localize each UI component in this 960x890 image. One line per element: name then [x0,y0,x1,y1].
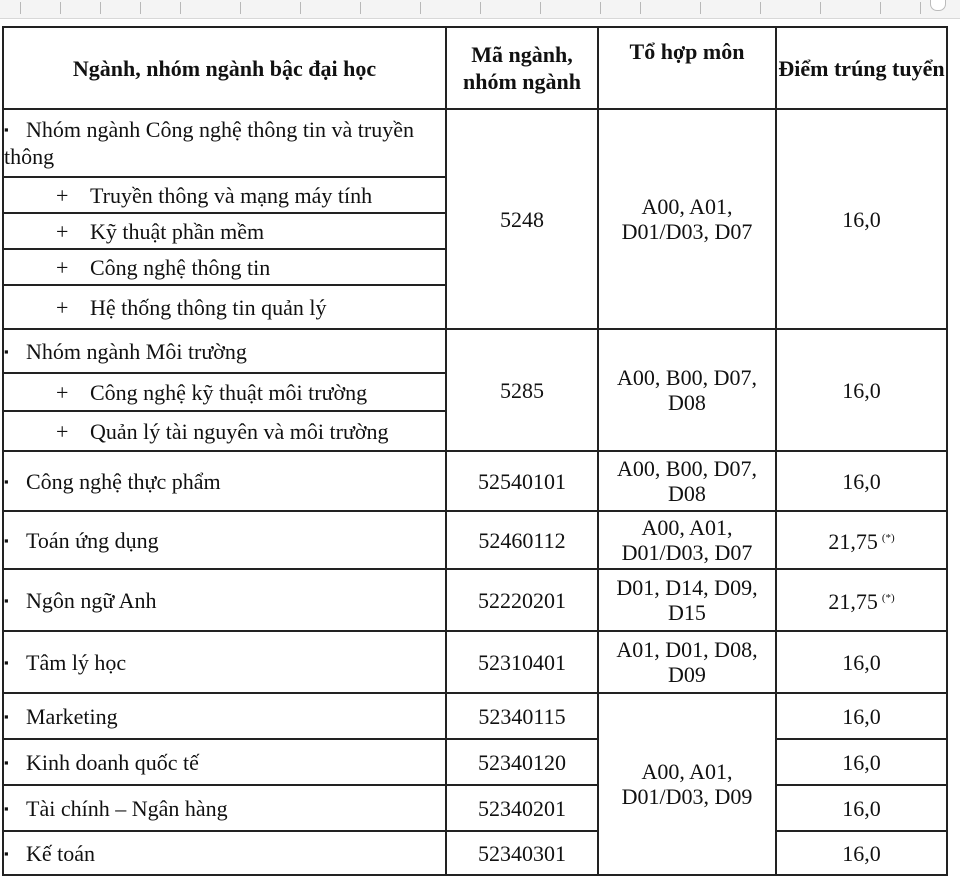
bullet-icon: ▪ [4,845,9,861]
sub-major [3,373,446,411]
major-name: Tài chính – Ngân hàng [26,795,228,821]
group-combo: A00, A01, D01/D03, D07 [598,109,776,329]
sub-major [3,213,446,249]
group-code: 5285 [446,329,598,451]
major-name: Toán ứng dụng [26,527,159,553]
major-code: 52340301 [446,831,598,875]
sub-major [3,411,446,451]
sub-major [3,285,446,329]
sub-major-label: Công nghệ kỹ thuật môi trường [90,379,368,405]
group-score: 16,0 [776,329,947,451]
major-name-cell [3,451,446,511]
header-code: Mã ngành, nhóm ngành [446,27,598,109]
group-name: Nhóm ngành Môi trường [26,338,247,364]
bullet-icon: ▪ [4,800,9,816]
major-code: 52340115 [446,693,598,739]
major-combo: A00, B00, D07, D08 [598,451,776,511]
bullet-icon: ▪ [4,708,9,724]
major-name: Marketing [26,703,118,729]
bullet-icon: ▪ [4,754,9,770]
header-combo: Tổ hợp môn [598,27,776,109]
shared-combo: A00, A01, D01/D03, D09 [598,693,776,875]
bullet-icon: ▪ [4,532,9,548]
admission-score-table [2,26,948,876]
major-name-cell [3,693,446,739]
major-code: 52460112 [446,511,598,569]
plus-icon: + [56,418,69,444]
major-name-cell [3,739,446,785]
table-row [3,511,947,569]
major-score: 16,0 [776,739,947,785]
table-row [3,693,947,739]
major-name: Công nghệ thực phẩm [26,468,221,494]
table-row [3,569,947,631]
major-name: Kế toán [26,840,96,866]
bullet-icon: ▪ [4,473,9,489]
bullet-icon: ▪ [4,654,9,670]
major-code: 52220201 [446,569,598,631]
major-score: 16,0 [776,451,947,511]
group-code: 5248 [446,109,598,329]
major-score-cell [776,569,947,631]
major-code: 52540101 [446,451,598,511]
table-row [3,329,947,373]
sub-major [3,177,446,213]
table-header-row [3,27,947,109]
plus-icon: + [56,218,69,244]
major-name-cell [3,511,446,569]
major-combo: D01, D14, D09, D15 [598,569,776,631]
table-row [3,831,947,875]
table-row [3,785,947,831]
group-name-cell [3,109,446,177]
table-row [3,109,947,177]
major-name: Ngôn ngữ Anh [26,587,157,613]
major-score: 16,0 [776,785,947,831]
major-combo: A01, D01, D08, D09 [598,631,776,693]
document-ruler [0,0,960,19]
major-score-cell [776,511,947,569]
major-name-cell [3,831,446,875]
major-name-cell [3,785,446,831]
group-combo: A00, B00, D07, D08 [598,329,776,451]
major-code: 52340201 [446,785,598,831]
footnote-marker: (*) [881,532,895,544]
bullet-icon: ▪ [4,122,9,137]
bullet-icon: ▪ [4,343,9,359]
sub-major-label: Truyền thông và mạng máy tính [90,182,373,208]
table-row [3,739,947,785]
sub-major-label: Quản lý tài nguyên và môi trường [90,418,389,444]
footnote-marker: (*) [881,592,895,604]
major-name: Tâm lý học [26,649,127,675]
bullet-icon: ▪ [4,592,9,608]
plus-icon: + [56,254,69,280]
major-name: Kinh doanh quốc tế [26,749,199,775]
major-combo: A00, A01, D01/D03, D07 [598,511,776,569]
header-name: Ngành, nhóm ngành bậc đại học [3,27,446,109]
major-code: 52340120 [446,739,598,785]
group-score: 16,0 [776,109,947,329]
major-score: 16,0 [776,631,947,693]
major-score: 21,75 [828,529,878,554]
major-name-cell [3,631,446,693]
table-row [3,631,947,693]
sub-major-label: Hệ thống thông tin quản lý [90,294,327,320]
major-score: 16,0 [776,693,947,739]
ruler-corner-icon [930,0,946,11]
table-row [3,451,947,511]
plus-icon: + [56,294,69,320]
group-name: Nhóm ngành Công nghệ thông tin và truyền thông [4,117,415,169]
major-code: 52310401 [446,631,598,693]
sub-major-label: Kỹ thuật phần mềm [90,218,265,244]
header-score: Điểm trúng tuyển [776,27,947,109]
sub-major-label: Công nghệ thông tin [90,254,271,280]
group-name-cell [3,329,446,373]
plus-icon: + [56,379,69,405]
major-score: 21,75 [828,589,878,614]
sub-major [3,249,446,285]
plus-icon: + [56,182,69,208]
major-score: 16,0 [776,831,947,875]
major-name-cell [3,569,446,631]
